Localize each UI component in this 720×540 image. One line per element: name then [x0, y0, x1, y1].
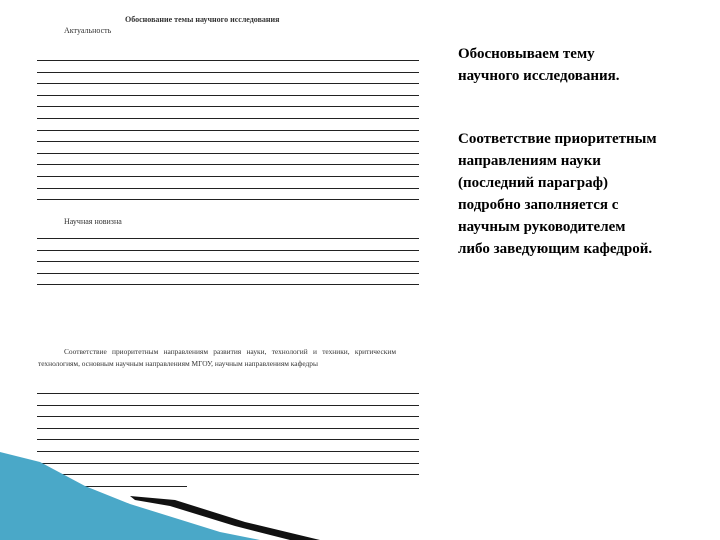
blank-line	[37, 95, 419, 96]
blank-line	[37, 273, 419, 274]
blank-line	[37, 393, 419, 394]
blank-line	[37, 83, 419, 84]
novelty-lines	[37, 238, 419, 296]
blank-line	[37, 118, 419, 119]
blank-line	[37, 141, 419, 142]
blank-line	[37, 250, 419, 251]
blank-line	[37, 60, 419, 61]
blank-line	[37, 72, 419, 73]
conformity-paragraph: Соответствие приоритетным направлениям развития науки, технологий и техники, критическим технологиям, основным научным направлениям МГОУ, научным направлениям кафедры	[38, 347, 396, 368]
blank-line	[37, 176, 419, 177]
blank-line	[37, 284, 419, 285]
novelty-label: Научная новизна	[64, 217, 122, 226]
blank-line	[37, 238, 419, 239]
detail-text: Соответствие приоритетным направлениям науки (последний параграф) подробно заполняется с научным руководителем либо заведующим кафедрой.	[458, 131, 657, 257]
blank-line	[37, 153, 419, 154]
blank-line	[37, 106, 419, 107]
blank-line	[37, 188, 419, 189]
blank-line	[37, 416, 419, 417]
blank-line	[37, 130, 419, 131]
blank-line	[37, 164, 419, 165]
relevance-lines	[37, 60, 419, 211]
intro-text: Обосновываем тему научного исследования.	[458, 46, 620, 84]
blank-line	[37, 428, 419, 429]
blank-line	[37, 405, 419, 406]
blank-line	[37, 261, 419, 262]
form-title: Обоснование темы научного исследования	[125, 15, 280, 24]
decorative-wave	[0, 440, 440, 540]
blank-line	[37, 199, 419, 200]
relevance-label: Актуальность	[64, 26, 112, 35]
